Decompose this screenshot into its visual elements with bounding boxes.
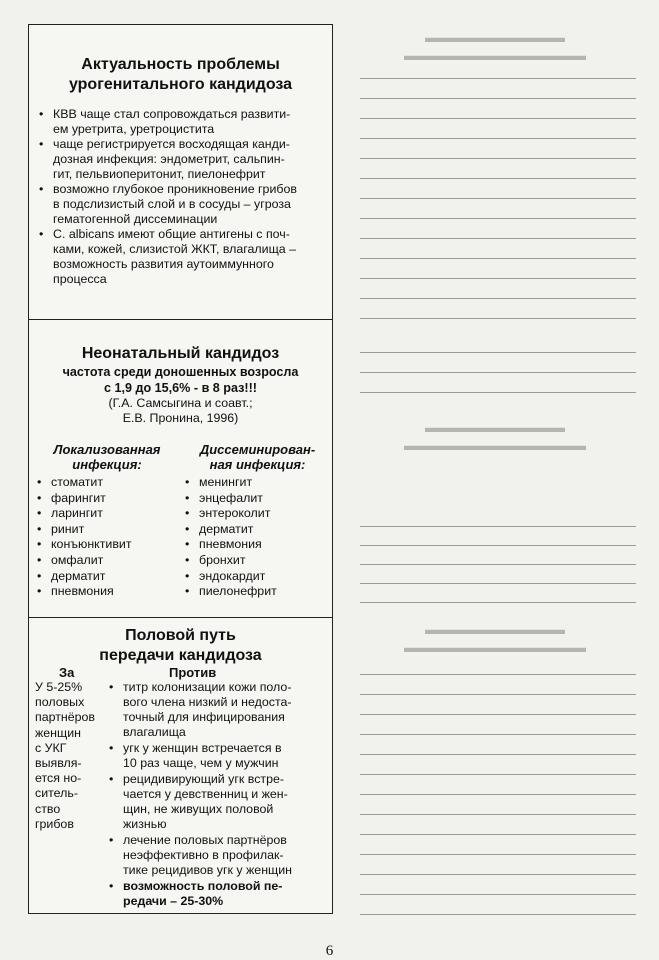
- right-notes-column: [336, 0, 659, 930]
- infection-item: • дерматит: [185, 522, 330, 538]
- text-line: грибов: [35, 816, 74, 831]
- contra-list: [109, 680, 325, 909]
- text-line: щин, не живущих половой: [123, 802, 274, 816]
- infection-item: • бронхит: [185, 553, 330, 569]
- contra-item: [109, 833, 325, 878]
- note-line: [360, 694, 636, 695]
- contra-heading: Против: [169, 665, 217, 680]
- title-line: урогенитального кандидоза: [68, 76, 293, 93]
- infection-item: • фарингит: [37, 491, 177, 507]
- contra-item-emphasis: [109, 879, 325, 909]
- infection-item: • энцефалит: [185, 491, 330, 507]
- ghost-heading: ▬▬▬▬▬▬▬▬▬▬ ▬▬▬▬▬▬▬▬▬▬▬▬▬: [404, 419, 586, 453]
- title-line: передачи кандидоза: [99, 647, 262, 664]
- note-line: [360, 78, 636, 79]
- note-line: [360, 734, 636, 735]
- heading-line: инфекция:: [72, 457, 142, 472]
- text-line: ется но-: [35, 771, 82, 786]
- note-line: [360, 138, 636, 139]
- infection-item: • пневмония: [37, 584, 177, 600]
- note-line: [360, 794, 636, 795]
- text-line: • угк у женщин встречается в: [123, 741, 282, 755]
- text-line: • чаще регистрируется восходящая канди-: [53, 137, 290, 151]
- title-line: Половой путь: [125, 627, 236, 644]
- text-line: • лечение половых партнёров: [123, 833, 287, 847]
- slide-panel-relevance: [28, 24, 333, 320]
- note-line: [360, 258, 636, 259]
- note-line: [360, 98, 636, 99]
- heading-line: ная инфекция:: [209, 457, 306, 472]
- pro-text: [35, 680, 101, 832]
- text-line: ками, кожей, слизистой ЖКТ, влагалища –: [53, 242, 297, 256]
- text-line: У 5-25%: [35, 680, 83, 694]
- text-line: ство: [35, 801, 61, 816]
- localized-column: [37, 442, 177, 600]
- text-line: ем уретрита, уретроцистита: [53, 122, 215, 136]
- column-heading: [185, 442, 330, 472]
- text-line: • возможно глубокое проникновение грибов: [53, 182, 297, 196]
- bullet-item: [39, 182, 320, 227]
- text-line: женщин: [35, 725, 81, 740]
- note-line: [360, 914, 636, 915]
- text-line: ситель-: [35, 786, 78, 801]
- heading-line: Диссеминирован-: [199, 442, 316, 457]
- note-line: [360, 278, 636, 279]
- text-line: с УКГ: [35, 740, 67, 755]
- infection-item: • конъюнктивит: [37, 537, 177, 553]
- note-line: [360, 298, 636, 299]
- ghost-heading: ▬▬▬▬▬▬▬▬▬▬ ▬▬▬▬▬▬▬▬▬▬▬▬▬: [404, 29, 586, 63]
- text-line: жизнью: [123, 817, 167, 831]
- title-line: Актуальность проблемы: [81, 56, 280, 73]
- note-line: [360, 814, 636, 815]
- infection-item: • ринит: [37, 522, 177, 538]
- note-line: [360, 372, 636, 373]
- reference: [29, 396, 332, 426]
- text-line: точный для инфицирования: [123, 710, 285, 724]
- bullet-item: [39, 227, 320, 287]
- text-line: гит, пельвиоперитонит, пиелонефрит: [53, 167, 266, 181]
- panel-title: [29, 55, 332, 95]
- note-line: [360, 774, 636, 775]
- disseminated-column: [185, 442, 330, 600]
- text-line: дозная инфекция: эндометрит, сальпин-: [53, 152, 285, 166]
- infection-item: • эндокардит: [185, 569, 330, 585]
- text-line: влагалища: [123, 725, 186, 739]
- infection-item: • омфалит: [37, 553, 177, 569]
- note-line: [360, 178, 636, 179]
- text-line: выявля-: [35, 756, 82, 771]
- note-line: [360, 674, 636, 675]
- panel-title: [29, 626, 332, 666]
- text-line: • возможность половой пе-: [123, 879, 283, 893]
- contra-item: [109, 680, 325, 740]
- note-line: [360, 714, 636, 715]
- slide-panel-neonatal: [28, 320, 333, 618]
- text-line: • титр колонизации кожи поло-: [123, 680, 292, 694]
- text-line: редачи – 25-30%: [123, 894, 224, 908]
- infection-item: • ларингит: [37, 506, 177, 522]
- note-line: [360, 564, 636, 565]
- text-line: гематогенной диссеминации: [53, 212, 218, 226]
- note-line: [360, 158, 636, 159]
- bullet-item: [39, 137, 320, 182]
- note-line: [360, 834, 636, 835]
- disseminated-list: [185, 475, 330, 600]
- infection-item: • пневмония: [185, 537, 330, 553]
- infection-item: • энтероколит: [185, 506, 330, 522]
- note-line: [360, 218, 636, 219]
- pro-heading: За: [59, 665, 75, 680]
- note-line: [360, 392, 636, 393]
- note-line: [360, 352, 636, 353]
- slide-panel-sexual-transmission: [28, 618, 333, 914]
- note-line: [360, 854, 636, 855]
- text-line: чается у девственниц и жен-: [123, 787, 288, 801]
- text-line: в подслизистый слой и в сосуды – угроза: [53, 197, 291, 211]
- text-line: • рецидивирующий угк встре-: [123, 772, 284, 786]
- infection-item: • дерматит: [37, 569, 177, 585]
- reference-line: (Г.А. Самсыгина и соавт.;: [108, 396, 253, 410]
- page-number: 6: [325, 943, 334, 959]
- contra-column: [109, 666, 325, 909]
- text-line: процесса: [53, 272, 107, 286]
- contra-item: [109, 741, 325, 771]
- note-line: [360, 583, 636, 584]
- relevance-list: [39, 107, 320, 287]
- note-line: [360, 894, 636, 895]
- infection-item: • пиелонефрит: [185, 584, 330, 600]
- note-line: [360, 874, 636, 875]
- panel-title: Неонатальный кандидоз: [81, 345, 280, 362]
- column-heading: [37, 442, 177, 472]
- panel-subtitle: [29, 364, 332, 396]
- text-line: неэффективно в профилак-: [123, 848, 284, 862]
- heading-line: Локализованная: [53, 442, 161, 457]
- note-line: [360, 754, 636, 755]
- note-line: [360, 118, 636, 119]
- note-line: [360, 198, 636, 199]
- infection-item: • менингит: [185, 475, 330, 491]
- text-line: тике рецидивов угк у женщин: [123, 863, 292, 877]
- bullet-item: [39, 107, 320, 137]
- localized-list: [37, 475, 177, 600]
- ghost-heading: ▬▬▬▬▬▬▬▬▬▬ ▬▬▬▬▬▬▬▬▬▬▬▬▬: [404, 621, 586, 655]
- note-line: [360, 545, 636, 546]
- text-line: • C. albicans имеют общие антигены с поч-: [53, 227, 290, 241]
- text-line: возможность развития аутоиммунного: [53, 257, 274, 271]
- text-line: 10 раз чаще, чем у мужчин: [123, 756, 279, 770]
- text-line: партнёров: [35, 710, 95, 725]
- note-line: [360, 318, 636, 319]
- pro-column: [35, 666, 101, 832]
- note-line: [360, 602, 636, 603]
- note-line: [360, 526, 636, 527]
- text-line: половых: [35, 695, 85, 710]
- infection-item: • стоматит: [37, 475, 177, 491]
- subtitle-line: с 1,9 до 15,6% - в 8 раз!!!: [103, 381, 258, 395]
- note-line: [360, 238, 636, 239]
- subtitle-line: частота среди доношенных возросла: [62, 365, 299, 379]
- text-line: • КВВ чаще стал сопровождаться развити-: [53, 107, 291, 121]
- contra-item: [109, 772, 325, 832]
- text-line: вого члена низкий и недоста-: [123, 695, 292, 709]
- reference-line: Е.В. Пронина, 1996): [122, 411, 239, 425]
